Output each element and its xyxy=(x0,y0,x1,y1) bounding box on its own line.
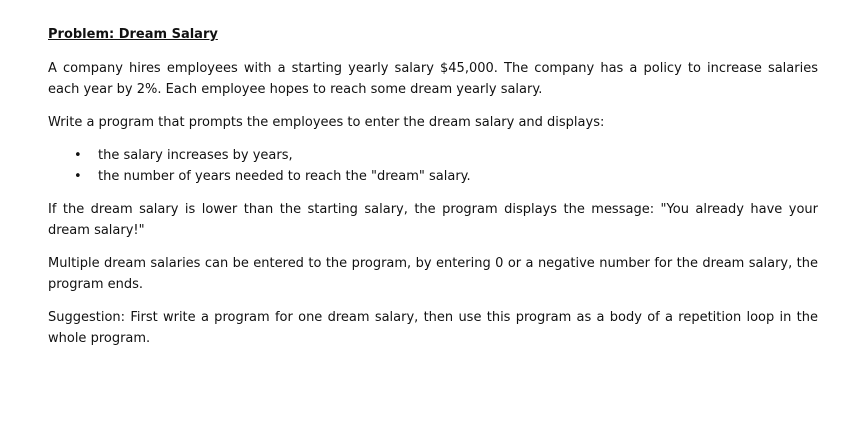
bullet-icon: • xyxy=(74,169,82,184)
requirements-list xyxy=(48,145,818,187)
problem-title: Problem: Dream Salary xyxy=(48,27,218,42)
document-body xyxy=(48,26,818,361)
intro-paragraph: A company hires employees with a starting yearly salary $45,000. The company has a policy to increase salaries each year by 2%. Each employee hopes to reach some dream yearly salary. xyxy=(48,61,818,97)
multiple-salaries-paragraph: Multiple dream salaries can be entered to the program, by entering 0 or a negative number for the dream salary, the program ends. xyxy=(48,256,818,292)
lower-salary-paragraph: If the dream salary is lower than the starting salary, the program displays the message: "You already have your dream salary!" xyxy=(48,202,818,238)
suggestion-paragraph: Suggestion: First write a program for one dream salary, then use this program as a body of a repetition loop in the whole program. xyxy=(48,310,818,346)
prompt-paragraph: Write a program that prompts the employees to enter the dream salary and displays: xyxy=(48,115,605,130)
list-item-text: the number of years needed to reach the "dream" salary. xyxy=(98,169,471,184)
list-item xyxy=(48,145,818,166)
list-item-text: the salary increases by years, xyxy=(98,148,293,163)
bullet-icon: • xyxy=(74,148,82,163)
list-item xyxy=(48,166,818,187)
